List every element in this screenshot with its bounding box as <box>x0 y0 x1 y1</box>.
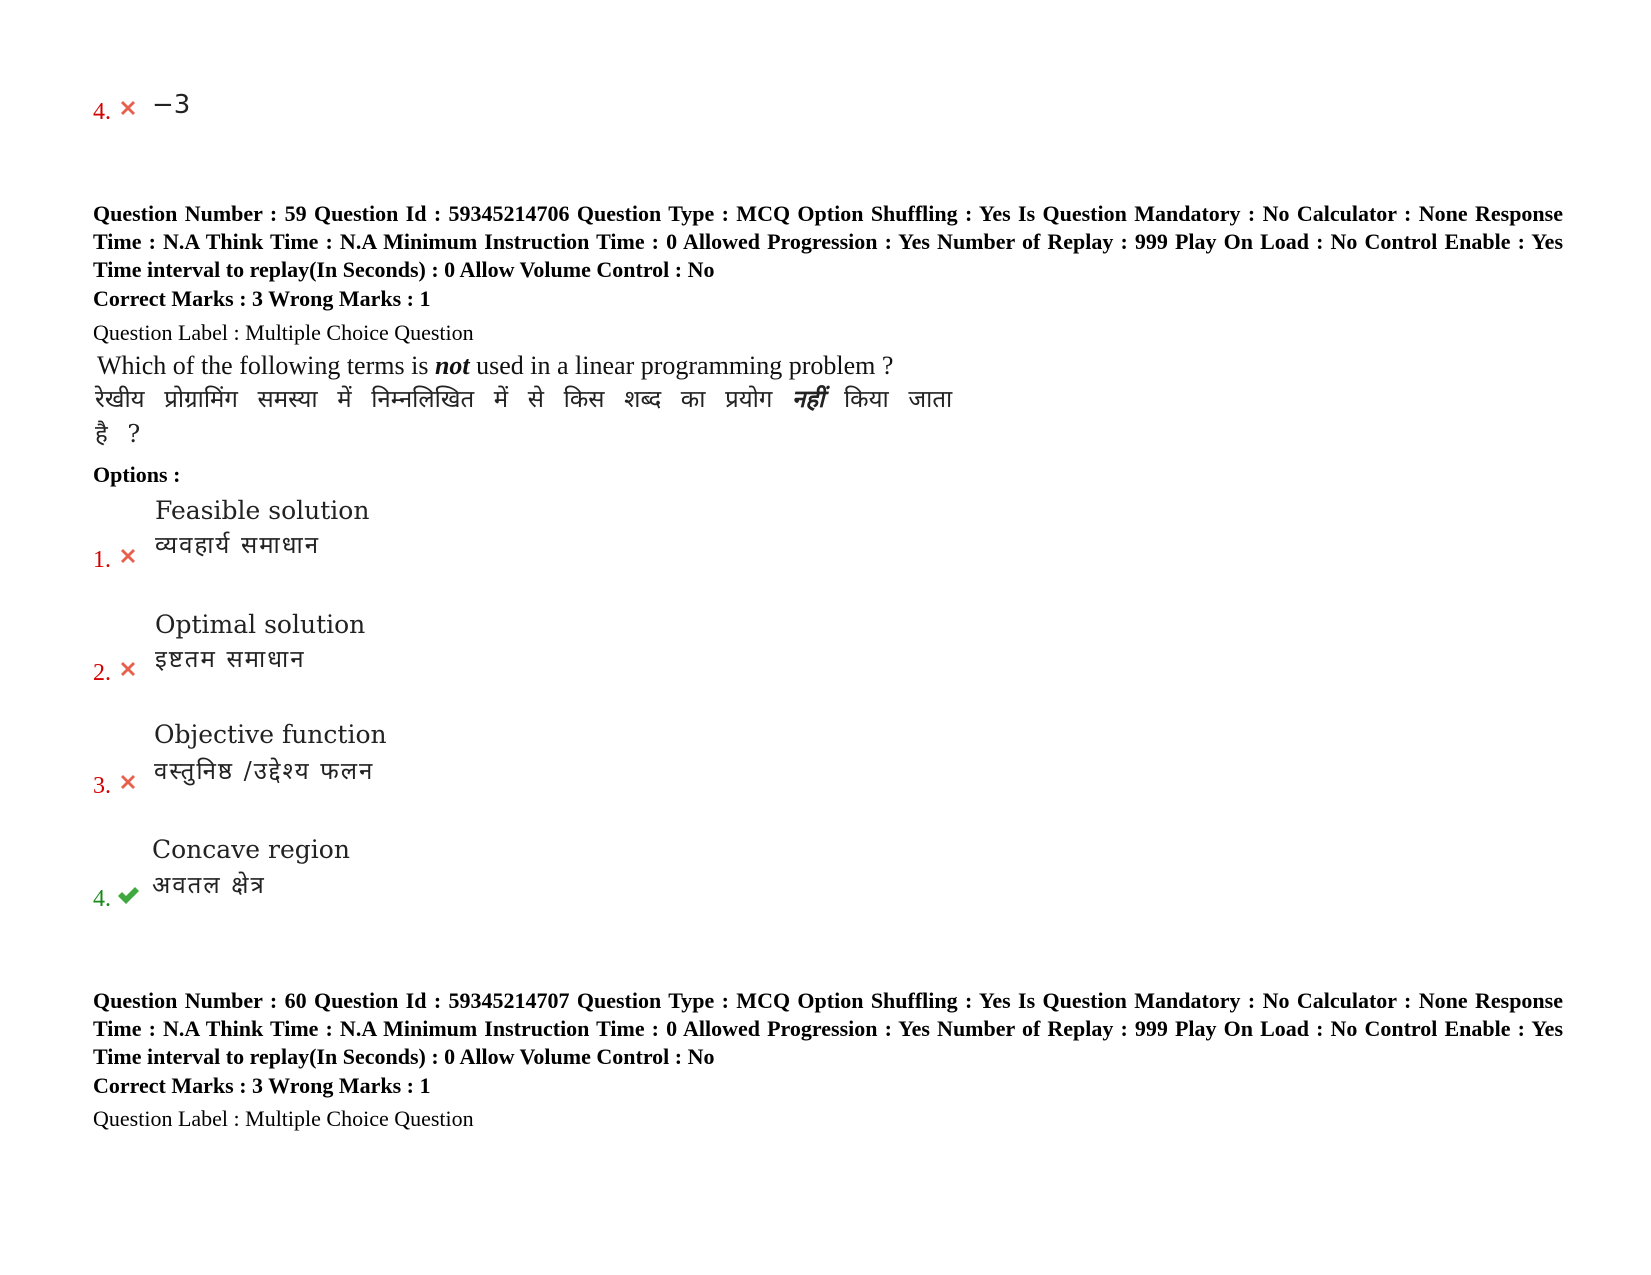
option-3-text-en: Objective function <box>154 720 387 749</box>
prev-option-number: 4. <box>93 99 111 125</box>
cross-icon <box>118 772 138 797</box>
question-59-text-en: Which of the following terms is not used in a linear programming problem ? <box>97 351 894 380</box>
options-heading: Options : <box>93 462 181 487</box>
cross-icon <box>118 98 138 123</box>
cross-icon <box>118 546 138 571</box>
check-icon <box>116 884 140 911</box>
question-59-text-hi: रेखीय प्रोग्रामिंग समस्या में निम्नलिखित में से किस शब्द का प्रयोग नहीं किया जाता <box>95 384 953 413</box>
prev-option-value: −3 <box>152 90 191 120</box>
question-60-marks: Correct Marks : 3 Wrong Marks : 1 <box>93 1073 431 1098</box>
question-59-meta: Question Number : 59 Question Id : 59345214706 Question Type : MCQ Option Shuffling : Yes Is Question Mandatory : No Calculator : None Response Time : N.A Think Time : N.A Minimum Instruction Time : 0 Allowed Progression : Yes Number of Replay : 999 Play On Load : No Control Enable : Yes Time interval to replay(In Seconds) : 0 Allow Volume Control : No <box>93 201 1563 282</box>
question-60-label: Question Label : Multiple Choice Question <box>93 1106 474 1131</box>
option-1-number: 1. <box>93 547 111 573</box>
question-60-meta: Question Number : 60 Question Id : 59345214707 Question Type : MCQ Option Shuffling : Yes Is Question Mandatory : No Calculator : None Response Time : N.A Think Time : N.A Minimum Instruction Time : 0 Allowed Progression : Yes Number of Replay : 999 Play On Load : No Control Enable : Yes Time interval to replay(In Seconds) : 0 Allow Volume Control : No <box>93 988 1563 1069</box>
option-3-number: 3. <box>93 773 111 799</box>
option-4-text-en: Concave region <box>152 835 350 864</box>
question-59-label: Question Label : Multiple Choice Question <box>93 320 474 345</box>
option-3-text-hi: वस्तुनिष्ठ /उद्देश्य फलन <box>154 757 375 785</box>
cross-icon <box>118 659 138 684</box>
option-2-number: 2. <box>93 660 111 686</box>
option-2-text-hi: इष्टतम समाधान <box>155 645 306 673</box>
option-4-number: 4. <box>93 886 111 912</box>
option-4-text-hi: अवतल क्षेत्र <box>152 871 266 899</box>
question-59-text-hi-line2: है ? <box>95 420 141 448</box>
option-2-text-en: Optimal solution <box>155 610 366 639</box>
question-59-marks: Correct Marks : 3 Wrong Marks : 1 <box>93 286 431 311</box>
option-1-text-hi: व्यवहार्य समाधान <box>155 531 321 559</box>
option-1-text-en: Feasible solution <box>155 496 370 525</box>
